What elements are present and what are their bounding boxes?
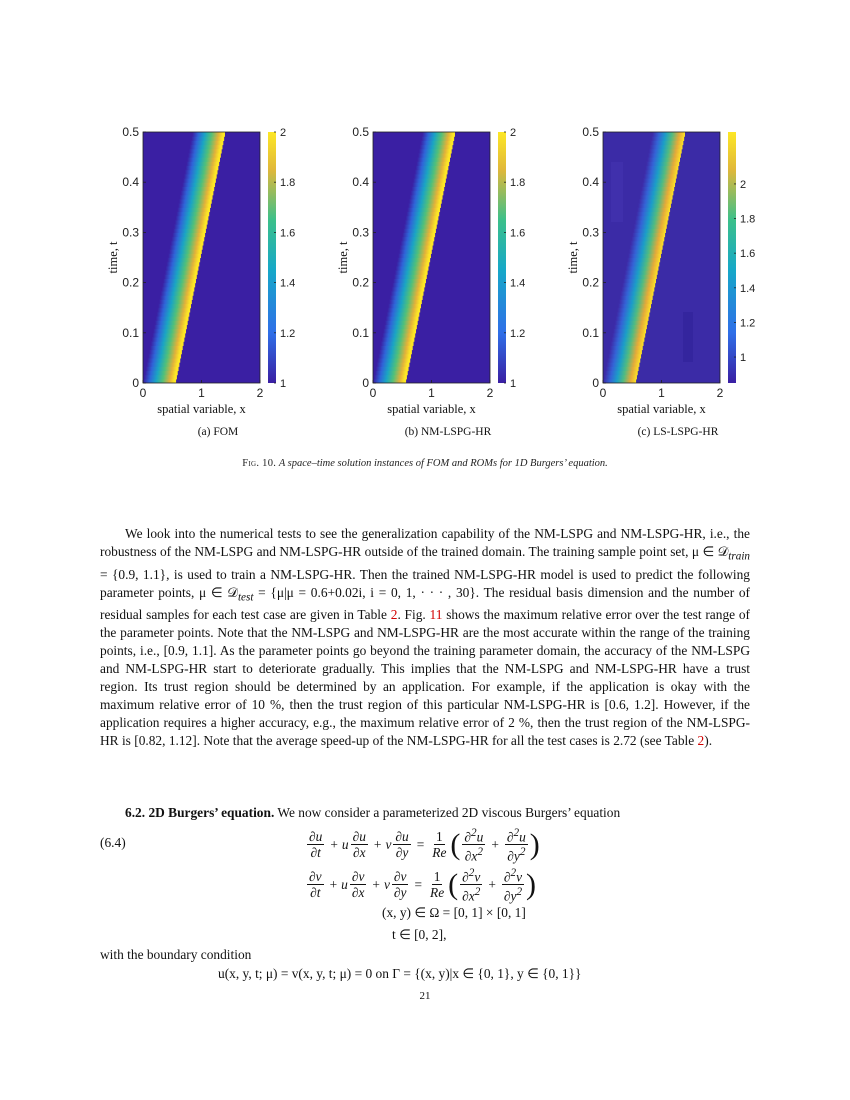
heatmap-band-row xyxy=(191,136,224,141)
heatmap-band-row xyxy=(651,136,684,141)
heatmap-band-row xyxy=(172,232,205,237)
heatmap-band-row xyxy=(397,262,430,267)
heatmap-band-row xyxy=(387,312,420,317)
colorbar xyxy=(728,132,736,383)
section-6-2 xyxy=(100,805,750,821)
heatmap-band-row xyxy=(169,249,202,254)
x-axis-label: spatial variable, x xyxy=(387,402,476,416)
colorbar-tick-label: 1.4 xyxy=(510,277,526,290)
heatmap-band-row xyxy=(624,274,657,279)
heatmap-band-row xyxy=(375,370,408,375)
y-tick-label: 0.4 xyxy=(352,175,369,190)
colorbar-tick-label: 1.6 xyxy=(510,227,526,240)
heatmap-band-row xyxy=(191,140,224,145)
heatmap-band-row xyxy=(406,216,439,221)
heatmap-band-row xyxy=(626,266,659,271)
heatmap-band-row xyxy=(625,270,658,275)
figure-11-link[interactable]: 11 xyxy=(429,607,443,623)
heatmap-band-row xyxy=(644,174,677,179)
y-tick-label: 0.5 xyxy=(352,125,369,139)
colorbar-tick-label: 1.6 xyxy=(740,248,756,261)
heatmap-band-row xyxy=(158,304,191,309)
heatmap-band-row xyxy=(171,241,204,246)
heatmap-band-row xyxy=(381,341,414,346)
colorbar-tick-label: 1.8 xyxy=(740,213,756,226)
y-axis-label: time, t xyxy=(106,241,120,274)
heatmap-band-row xyxy=(608,358,641,363)
y-tick-label: 0.4 xyxy=(582,175,599,190)
heatmap-band-row xyxy=(159,299,192,304)
colorbar-tick-label: 1 xyxy=(510,378,517,390)
heatmap-band-row xyxy=(407,207,440,212)
heatmap-band-row xyxy=(144,375,177,380)
y-axis-label: time, t xyxy=(336,241,350,274)
heatmap-band-row xyxy=(190,145,223,150)
heatmap-band-row xyxy=(161,291,194,296)
heatmap-band-row xyxy=(153,329,186,334)
heatmap-band-row xyxy=(404,224,437,229)
heatmap-band-row xyxy=(382,337,415,342)
heatmap-band-row xyxy=(633,228,666,233)
train-subscript: train xyxy=(728,550,750,563)
heatmap-band-row xyxy=(398,253,431,258)
para-text-3: = {μ|μ = 0.6+0.02i, i = 0, 1, · · · , 30}. The residual basis dimension and the number of residual samples for each test case are given in Table xyxy=(100,584,751,623)
y-tick-label: 0.5 xyxy=(122,125,139,139)
heatmap-artifact xyxy=(683,312,693,362)
heatmap-band-row xyxy=(389,299,422,304)
heatmap-band-row xyxy=(374,375,407,380)
colorbar-tick-label: 1.2 xyxy=(280,327,296,340)
heatmap-band-row xyxy=(421,136,454,141)
page-number: 21 xyxy=(419,990,431,1002)
heatmap-band-row xyxy=(149,350,182,355)
heatmap-band-row xyxy=(422,132,455,137)
heatmap-band-row xyxy=(392,283,425,288)
heatmap-band-row xyxy=(188,153,221,158)
heatmap-band-row xyxy=(383,329,416,334)
x-axis-label: spatial variable, x xyxy=(157,402,246,416)
colorbar-tick-label: 1.4 xyxy=(740,282,756,295)
heatmap-band-row xyxy=(185,170,218,175)
heatmap-band-row xyxy=(376,366,409,371)
heatmap-band-row xyxy=(622,283,655,288)
subfigure-caption: (a) FOM xyxy=(197,426,239,438)
heatmap-band-row xyxy=(164,274,197,279)
heatmap-band-row xyxy=(403,228,436,233)
heatmap-band-row xyxy=(165,270,198,275)
test-subscript: test xyxy=(237,591,254,604)
equation-line-v: $\frac{\partial v}{\partial t}$ + u $\frac{\partial v}{\partial x}$ + v $\frac{\partial v}{\partial y}$ = $\frac{1}{Re}$ ( $\frac{\partial^2v}{\partial x^2}$ + $\frac{\partial^2v}{\partial y^2}$ ) xyxy=(309,867,537,904)
heatmap-artifact xyxy=(611,162,623,222)
heatmap-band-row xyxy=(606,366,639,371)
para-text-6: ). xyxy=(704,733,713,749)
heatmap-band-row xyxy=(166,266,199,271)
heatmap-band-row xyxy=(147,362,180,367)
y-tick-label: 0.1 xyxy=(352,325,369,340)
x-tick-label: 2 xyxy=(486,386,494,400)
heatmap-band-row xyxy=(635,220,668,225)
subfigure-caption: (c) LS-LSPG-HR xyxy=(637,426,719,438)
heatmap-band-row xyxy=(645,170,678,175)
heatmap-band-row xyxy=(650,145,683,150)
heatmap-band-row xyxy=(641,191,674,196)
heatmap-band-row xyxy=(385,320,418,325)
equation-domain: (x, y) ∈ Ω = [0, 1] × [0, 1] xyxy=(382,905,526,920)
x-tick-label: 0 xyxy=(139,386,147,400)
heatmap-band-row xyxy=(182,182,215,187)
heatmap-band-row xyxy=(605,370,638,375)
heatmap-band-row xyxy=(417,157,450,162)
heatmap-band-row xyxy=(187,157,220,162)
heatmap-band-row xyxy=(156,316,189,321)
equation-number: (6.4) xyxy=(100,835,126,850)
heatmap-band-row xyxy=(416,165,449,170)
heatmap-band-row xyxy=(150,345,183,350)
y-axis-label: time, t xyxy=(566,241,580,274)
x-tick-label: 2 xyxy=(716,386,724,400)
heatmap-band-row xyxy=(637,211,670,216)
table-2-link-second[interactable]: 2 xyxy=(697,733,705,749)
heatmap-band-row xyxy=(618,308,651,313)
heatmap-band-row xyxy=(394,274,427,279)
heatmap-band-row xyxy=(392,287,425,292)
heatmap-band-row xyxy=(177,211,210,216)
heatmap-band-row xyxy=(619,299,652,304)
table-2-link[interactable]: 2 xyxy=(390,607,398,623)
heatmap-band-row xyxy=(604,375,637,380)
heatmap-band-row xyxy=(377,362,410,367)
heatmap-band-row xyxy=(390,295,423,300)
colorbar-tick-label: 1.8 xyxy=(280,177,296,190)
heatmap-band-row xyxy=(634,224,667,229)
heatmap-band-row xyxy=(388,308,421,313)
heatmap-band-row xyxy=(616,316,649,321)
x-tick-label: 1 xyxy=(198,386,205,400)
x-tick-label: 2 xyxy=(256,386,264,400)
figure-caption-label: Fig. 10. xyxy=(242,458,277,469)
heatmap-band-row xyxy=(627,262,660,267)
panel-nm xyxy=(336,125,525,438)
heatmap-band-row xyxy=(642,186,675,191)
heatmap-band-row xyxy=(629,249,662,254)
heatmap-band-row xyxy=(167,258,200,263)
heatmap-band-row xyxy=(637,207,670,212)
heatmap-band-row xyxy=(621,291,654,296)
heatmap-band-row xyxy=(179,199,212,204)
heatmap-band-row xyxy=(614,324,647,329)
heatmap-band-row xyxy=(648,153,681,158)
y-tick-label: 0 xyxy=(592,376,599,390)
heatmap-band-row xyxy=(400,245,433,250)
x-tick-label: 1 xyxy=(658,386,665,400)
colorbar xyxy=(498,132,506,383)
heatmap-band-row xyxy=(414,174,447,179)
heatmap-band-row xyxy=(618,304,651,309)
y-tick-label: 0.1 xyxy=(122,325,139,340)
section-intro: We now consider a parameterized 2D viscous Burgers’ equation xyxy=(277,805,621,820)
heatmap-band-row xyxy=(180,195,213,200)
colorbar-tick-label: 2 xyxy=(510,127,517,139)
y-tick-label: 0.1 xyxy=(582,325,599,340)
colorbar-tick-label: 2 xyxy=(280,127,287,139)
heatmap-band-row xyxy=(393,278,426,283)
y-tick-label: 0 xyxy=(132,376,139,390)
heatmap-band-row xyxy=(419,149,452,154)
heatmap-band-row xyxy=(157,312,190,317)
heatmap-band-row xyxy=(617,312,650,317)
colorbar-tick-label: 1 xyxy=(280,378,287,390)
heatmap-band-row xyxy=(148,354,181,359)
heatmap-band-row xyxy=(622,287,655,292)
heatmap-band-row xyxy=(384,324,417,329)
heatmap-band-row xyxy=(183,178,216,183)
heatmap-band-row xyxy=(628,253,661,258)
heatmap-band-row xyxy=(172,237,205,242)
heatmap-band-row xyxy=(639,199,672,204)
heatmap-band-row xyxy=(174,224,207,229)
heatmap-band-row xyxy=(187,161,220,166)
heatmap-band-row xyxy=(152,337,185,342)
heatmap-band-row xyxy=(420,145,453,150)
heatmap-band-row xyxy=(146,366,179,371)
heatmap-band-row xyxy=(383,333,416,338)
heatmap-band-row xyxy=(163,278,196,283)
heatmap-band-row xyxy=(153,333,186,338)
heatmap-band-row xyxy=(148,358,181,363)
heatmap-band-row xyxy=(162,283,195,288)
heatmap-band-row xyxy=(181,191,214,196)
heatmap-band-row xyxy=(177,207,210,212)
heatmap-band-row xyxy=(386,316,419,321)
heatmap-band-row xyxy=(421,140,454,145)
heatmap-band-row xyxy=(417,161,450,166)
colorbar-tick-label: 1 xyxy=(740,352,747,365)
heatmap-band-row xyxy=(408,203,441,208)
heatmap-band-row xyxy=(415,170,448,175)
heatmap-band-row xyxy=(607,362,640,367)
colorbar-tick-label: 2 xyxy=(740,178,747,191)
y-tick-label: 0.2 xyxy=(352,275,369,290)
x-axis-label: spatial variable, x xyxy=(617,402,706,416)
heatmap-band-row xyxy=(410,195,443,200)
heatmap-band-row xyxy=(167,262,200,267)
heatmap-band-row xyxy=(620,295,653,300)
y-tick-label: 0.2 xyxy=(122,275,139,290)
heatmap-band-row xyxy=(402,232,435,237)
heatmap-band-row xyxy=(412,186,445,191)
heatmap-band-row xyxy=(378,354,411,359)
heatmap-band-row xyxy=(145,370,178,375)
heatmap-band-row xyxy=(632,232,665,237)
colorbar-tick-label: 1.2 xyxy=(510,327,526,340)
heatmap-band-row xyxy=(615,320,648,325)
heatmap-band-row xyxy=(380,345,413,350)
y-tick-label: 0.3 xyxy=(122,225,139,240)
heatmap-band-row xyxy=(378,358,411,363)
heatmap-band-row xyxy=(173,228,206,233)
x-tick-label: 0 xyxy=(369,386,377,400)
colorbar-tick-label: 1.4 xyxy=(280,277,296,290)
para-text-2: = {0.9, 1.1}, is used to train a NM-LSPG-HR. Then the trained NM-LSPG-HR model is used to predict the following parameter points, μ ∈ 𝒟 xyxy=(100,566,750,600)
heatmap-band-row xyxy=(176,216,209,221)
heatmap-band-row xyxy=(160,295,193,300)
heatmap-band-row xyxy=(646,165,679,170)
heatmap-band-row xyxy=(643,178,676,183)
heatmap-band-row xyxy=(397,258,430,263)
boundary-condition: u(x, y, t; μ) = v(x, y, t; μ) = 0 on Γ = {(x, y)|x ∈ {0, 1}, y ∈ {0, 1}} xyxy=(218,966,582,981)
heatmap-band-row xyxy=(411,191,444,196)
boundary-intro: with the boundary condition xyxy=(100,947,252,962)
heatmap-band-row xyxy=(640,195,673,200)
heatmap-band-row xyxy=(632,237,665,242)
para-text-4: . Fig. xyxy=(397,607,430,623)
colorbar xyxy=(268,132,276,383)
heatmap-band-row xyxy=(154,324,187,329)
heatmap-band-row xyxy=(407,211,440,216)
heatmap-band-row xyxy=(647,161,680,166)
heatmap-band-row xyxy=(627,258,660,263)
heatmap-band-row xyxy=(396,266,429,271)
x-tick-label: 0 xyxy=(599,386,607,400)
heatmap-band-row xyxy=(610,345,643,350)
heatmap-band-row xyxy=(649,149,682,154)
heatmap-band-row xyxy=(413,178,446,183)
heatmap-band-row xyxy=(399,249,432,254)
subfigure-caption: (b) NM-LSPG-HR xyxy=(404,426,492,438)
heatmap-band-row xyxy=(391,291,424,296)
heatmap-band-row xyxy=(155,320,188,325)
heatmap-band-row xyxy=(613,329,646,334)
heatmap-band-row xyxy=(184,174,217,179)
colorbar-tick-label: 1.8 xyxy=(510,177,526,190)
heatmap-band-row xyxy=(651,140,684,145)
heatmap-band-row xyxy=(611,341,644,346)
heatmap-band-row xyxy=(395,270,428,275)
heatmap-band-row xyxy=(623,278,656,283)
heatmap-band-row xyxy=(162,287,195,292)
heatmap-band-row xyxy=(379,350,412,355)
heatmap-band-row xyxy=(401,241,434,246)
heatmap-band-row xyxy=(630,245,663,250)
heatmap-band-row xyxy=(168,253,201,258)
heatmap-band-row xyxy=(186,165,219,170)
figure-caption-text: A space–time solution instances of FOM and ROMs for 1D Burgers’ equation. xyxy=(278,458,608,469)
heatmap-band-row xyxy=(409,199,442,204)
y-tick-label: 0.3 xyxy=(582,225,599,240)
heatmap-band-row xyxy=(402,237,435,242)
heatmap-band-row xyxy=(636,216,669,221)
heatmap-band-row xyxy=(170,245,203,250)
x-tick-label: 1 xyxy=(428,386,435,400)
y-tick-label: 0.2 xyxy=(582,275,599,290)
body-paragraph xyxy=(100,525,750,750)
figure-10 xyxy=(0,110,850,455)
heatmap-band-row xyxy=(192,132,225,137)
heatmap-band-row xyxy=(613,333,646,338)
heatmap-band-row xyxy=(638,203,671,208)
heatmap-band-row xyxy=(412,182,445,187)
heatmap-band-row xyxy=(418,153,451,158)
colorbar-tick-label: 1.2 xyxy=(740,317,756,330)
heatmap-band-row xyxy=(642,182,675,187)
y-tick-label: 0 xyxy=(362,376,369,390)
para-text-5: shows the maximum relative error over the test range of the parameter points. Note that the NM-LSPG and NM-LSPG-HR are the most accurate within the range of the training points, i.e., [0.9, 1.1]. As the parameter points go beyond the training parameter domain, the accuracy of the NM-LSPG and NM-LSPG-HR start to deteriorate gradually. This implies that the NM-LSPG and NM-LSPG-HR have a trust region. Its trust region should be determined by an application. For example, if the application is okay with the maximum relative error of 10 %, then the trust region of this particular NM-LSPG-HR is [0.6, 1.2]. However, if the application requires a higher accuracy, e.g., the maximum relative error of 2 %, then the trust region of the NM-LSPG-HR is [0.82, 1.12]. Note that the average speed-up of the NM-LSPG-HR for all the test cases is 2.72 (see Table xyxy=(100,607,750,749)
para-text-1: We look into the numerical tests to see the generalization capability of the NM-LSPG and NM-LSPG-HR, i.e., the robustness of the NM-LSPG and NM-LSPG-HR outside of the trained domain. The training sample point set, μ ∈ 𝒟 xyxy=(100,526,750,559)
heatmap-band-row xyxy=(189,149,222,154)
y-tick-label: 0.3 xyxy=(352,225,369,240)
heatmap-band-row xyxy=(178,203,211,208)
heatmap-band-row xyxy=(388,304,421,309)
panel-fom xyxy=(106,125,295,438)
heatmap-band-row xyxy=(158,308,191,313)
y-tick-label: 0.4 xyxy=(122,175,139,190)
heatmap-band-row xyxy=(631,241,664,246)
heatmap-band-row xyxy=(647,157,680,162)
heatmap-band-row xyxy=(608,354,641,359)
section-number: 6.2. xyxy=(125,805,146,820)
figure-caption xyxy=(0,458,850,469)
colorbar-tick-label: 1.6 xyxy=(280,227,296,240)
y-tick-label: 0.5 xyxy=(582,125,599,139)
heatmap-band-row xyxy=(175,220,208,225)
heatmap-band-row xyxy=(612,337,645,342)
heatmap-band-row xyxy=(405,220,438,225)
heatmap-band-row xyxy=(151,341,184,346)
equation-time: t ∈ [0, 2], xyxy=(392,927,447,942)
heatmap-band-row xyxy=(182,186,215,191)
equation-line-u: $\frac{\partial u}{\partial t}$ + u $\frac{\partial u}{\partial x}$ + v $\frac{\partial u}{\partial y}$ = $\frac{1}{Re}$ ( $\frac{\partial^2u}{\partial x^2}$ + $\frac{\partial^2u}{\partial y^2}$ ) xyxy=(309,827,540,864)
heatmap-band-row xyxy=(652,132,685,137)
panel-ls xyxy=(566,125,755,438)
heatmap-band-row xyxy=(609,350,642,355)
section-title: 2D Burgers’ equation. xyxy=(148,805,275,820)
